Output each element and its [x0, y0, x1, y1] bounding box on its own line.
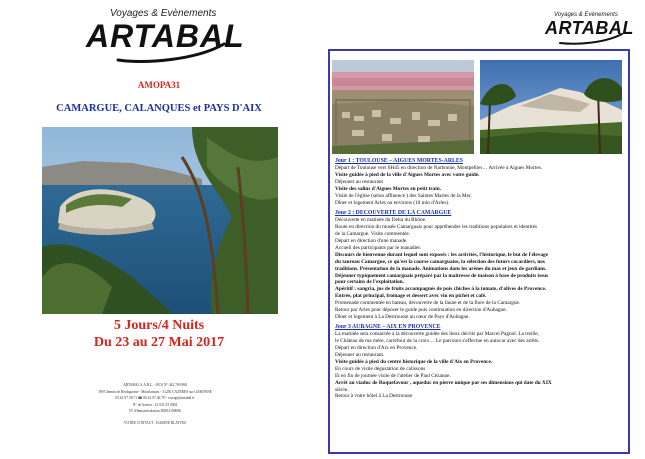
program-line: Découverte en matinée du Delta du Rhône. — [335, 217, 427, 224]
program-line: Déjeuner typiquement camarguais préparé par la maîtresse de maison à base de produits issus — [335, 272, 549, 279]
day-heading: Jour 3 AUBAGNE – AIX EN PROVENCE — [335, 323, 441, 330]
aigues-mortes-salins-photo — [332, 60, 474, 154]
logo-wordmark: ARTABAL — [545, 18, 634, 38]
program-line: Route en direction du musée Camarguais pour appréhender les traditions populaires et identités — [335, 224, 538, 231]
footer-line: N° de licence : LI 031 02 0004 — [132, 402, 178, 407]
program-line: siècle. — [335, 386, 349, 393]
program-line: Arrêt au viaduc de Roquefavour , aqueduc en pierre unique par ses dimensions qui date du XIX — [335, 379, 552, 386]
logo-wordmark: ARTABAL — [86, 18, 245, 54]
day-section — [335, 158, 623, 207]
logo-swoosh-icon — [116, 42, 226, 64]
program-line: le Château de ma mère, carrefour de la croix… Le parcours s'effectue en autocar avec des arrêts. — [335, 338, 540, 345]
program-line: Dîner et logement à La Destrousse au cœur de Pays d'Aubagne. — [335, 313, 470, 320]
sainte-victoire-photo — [480, 60, 622, 154]
program-line: Promenade commentée en bateau, découverte de la faune et de la flore de la Camargue. — [335, 300, 521, 307]
calanques-photo — [42, 127, 278, 314]
program-text — [335, 158, 623, 403]
footer-line: VOTRE CONTACT : KARINE BLATTES — [123, 420, 187, 425]
trip-title: CAMARGUE, CALANQUES et PAYS D'AIX — [56, 103, 262, 114]
footer-line: N° d'Immatriculation IM031100006 — [129, 409, 181, 414]
logo-tagline: Voyages & Evènements — [554, 12, 618, 18]
program-line: Déjeuner au restaurant. — [335, 351, 385, 358]
trip-duration: 5 Jours/4 Nuits — [113, 318, 205, 333]
program-line: Accueil des participants par le manadier. — [335, 244, 422, 251]
logo-tagline: Voyages & Evènements — [110, 8, 217, 19]
footer-line: ARTABAL S.A.R.L. - RCS N° 442 769 968 — [123, 383, 187, 387]
program-line: Départ en direction d'une manade. — [335, 237, 408, 244]
day-heading: Jour 1 : TOULOUSE – AIGUES MORTES-ARLES — [335, 158, 464, 164]
program-line: pour certains de l'exploitation. — [335, 279, 405, 286]
footer-line: 05.61.97.38.71 ☎ 06.61.97.46.79 - voyage@artabal.fr — [115, 396, 195, 401]
program-line: Apéritif : sangria, jus de fruits accompagnés de pois chiches à la tomate, d'olives de Provence. — [335, 286, 547, 293]
program-line: La matinée sera consacrée à la découverte guidée des lieux décrits par Marcel Pagnol. La treille, — [335, 331, 539, 338]
program-line: Départ de Toulouse vers 6H45 en direction de Narbonne, Montpellier… Arrivée à Aigues Mortes. — [335, 165, 543, 172]
program-line: En cours de visite dégustation de calissons — [335, 365, 426, 372]
program-line: Visite des salins d'Aigues Mortes en petit train. — [335, 186, 442, 193]
artabal-logo — [86, 6, 245, 66]
program-line: Retour à votre hôtel à La Destrousse — [335, 393, 413, 400]
trip-code: AMOPA31 — [137, 80, 181, 90]
day-heading: Jour 2 : DECOUVERTE DE LA CAMARGUE — [335, 209, 452, 216]
program-line: Et en fin de journée visite de l'atelier de Paul Cézanne. — [335, 372, 451, 379]
artabal-logo — [545, 12, 635, 42]
program-line: traditions. Présentation de la manade. Animations dans les arènes du mas et jeux de gardians. — [335, 265, 547, 272]
program-line: Discours de bienvenue durant lequel sont exposés : les activités, l'historique, le but de l'élevage — [335, 251, 549, 258]
program-line: de la Camargue. Visite commentée. — [335, 231, 411, 238]
day-section — [335, 210, 623, 321]
footer-line: 390 Chemin de Berdagonne - Mourlamont - 31250 CAZERES sur GARONNE — [98, 389, 212, 394]
logo-swoosh-icon — [559, 33, 623, 45]
program-line: Départ en direction d'Aix en Provence. — [335, 345, 418, 352]
program-line: Déjeuner au restaurant — [335, 179, 383, 186]
program-line: Entrée, plat principal, fromage et dessert avec vin en pichet et café. — [335, 293, 487, 300]
program-line: Visite guidée à pied du centre historique de la ville d'Aix en Provence. — [335, 358, 493, 365]
program-line: Dîner et logement Arles ou environs (10 min d'Arles). — [335, 199, 450, 206]
trip-dates: Du 23 au 27 Mai 2017 — [93, 335, 225, 350]
program-line: Visite de l'église (selon affluence ) des Saintes Maries de la Mer. — [335, 193, 472, 200]
program-page — [323, 0, 645, 459]
agency-footer — [30, 382, 280, 427]
day-section — [335, 324, 623, 400]
cover-page — [0, 0, 318, 459]
program-line: Visite guidée à pied de la ville d'Aigues Mortes avec votre guide. — [335, 172, 480, 179]
program-line: Retour par Arles pour déposer le guide puis continuation en direction d'Aubagne. — [335, 307, 507, 314]
program-line: du taureau Camargue, ce qu'est la course camarguaise, la sélection des futurs cocardiers, nos — [335, 258, 545, 265]
